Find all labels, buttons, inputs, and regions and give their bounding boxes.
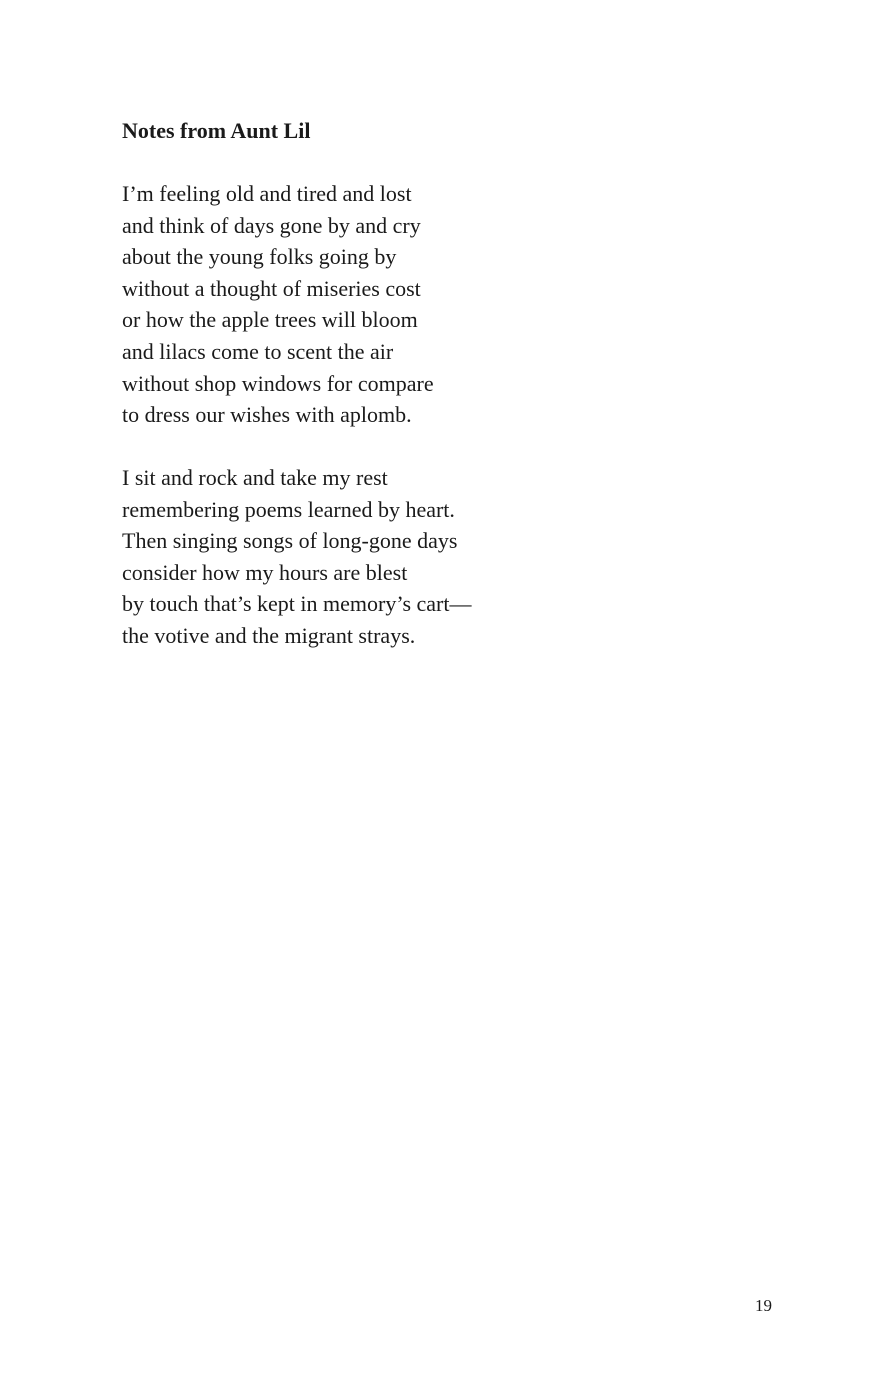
poem-line: about the young folks going by [122, 244, 397, 270]
poem-line: remembering poems learned by heart. [122, 496, 455, 522]
poem-line: without shop windows for compare [122, 370, 434, 396]
poem-line: consider how my hours are blest [122, 559, 408, 585]
poem-line: to dress our wishes with aplomb. [122, 402, 412, 428]
poem-line: without a thought of miseries cost [122, 275, 421, 301]
poem-line: and lilacs come to scent the air [122, 338, 394, 364]
poem-line: I sit and rock and take my rest [122, 465, 388, 490]
poem-line: the votive and the migrant strays. [122, 622, 416, 648]
poem-title: Notes from Aunt Lil [122, 118, 311, 143]
stanza-2 [122, 462, 472, 652]
poem-line: and think of days gone by and cry [122, 212, 421, 238]
stanza-1 [122, 178, 434, 431]
poem-line: or how the apple trees will bloom [122, 307, 418, 333]
poem-line: by touch that’s kept in memory’s cart— [122, 591, 472, 617]
poem-line: I’m feeling old and tired and lost [122, 181, 412, 206]
page-number: 19 [755, 1296, 772, 1315]
poem-line: Then singing songs of long-gone days [122, 528, 458, 554]
